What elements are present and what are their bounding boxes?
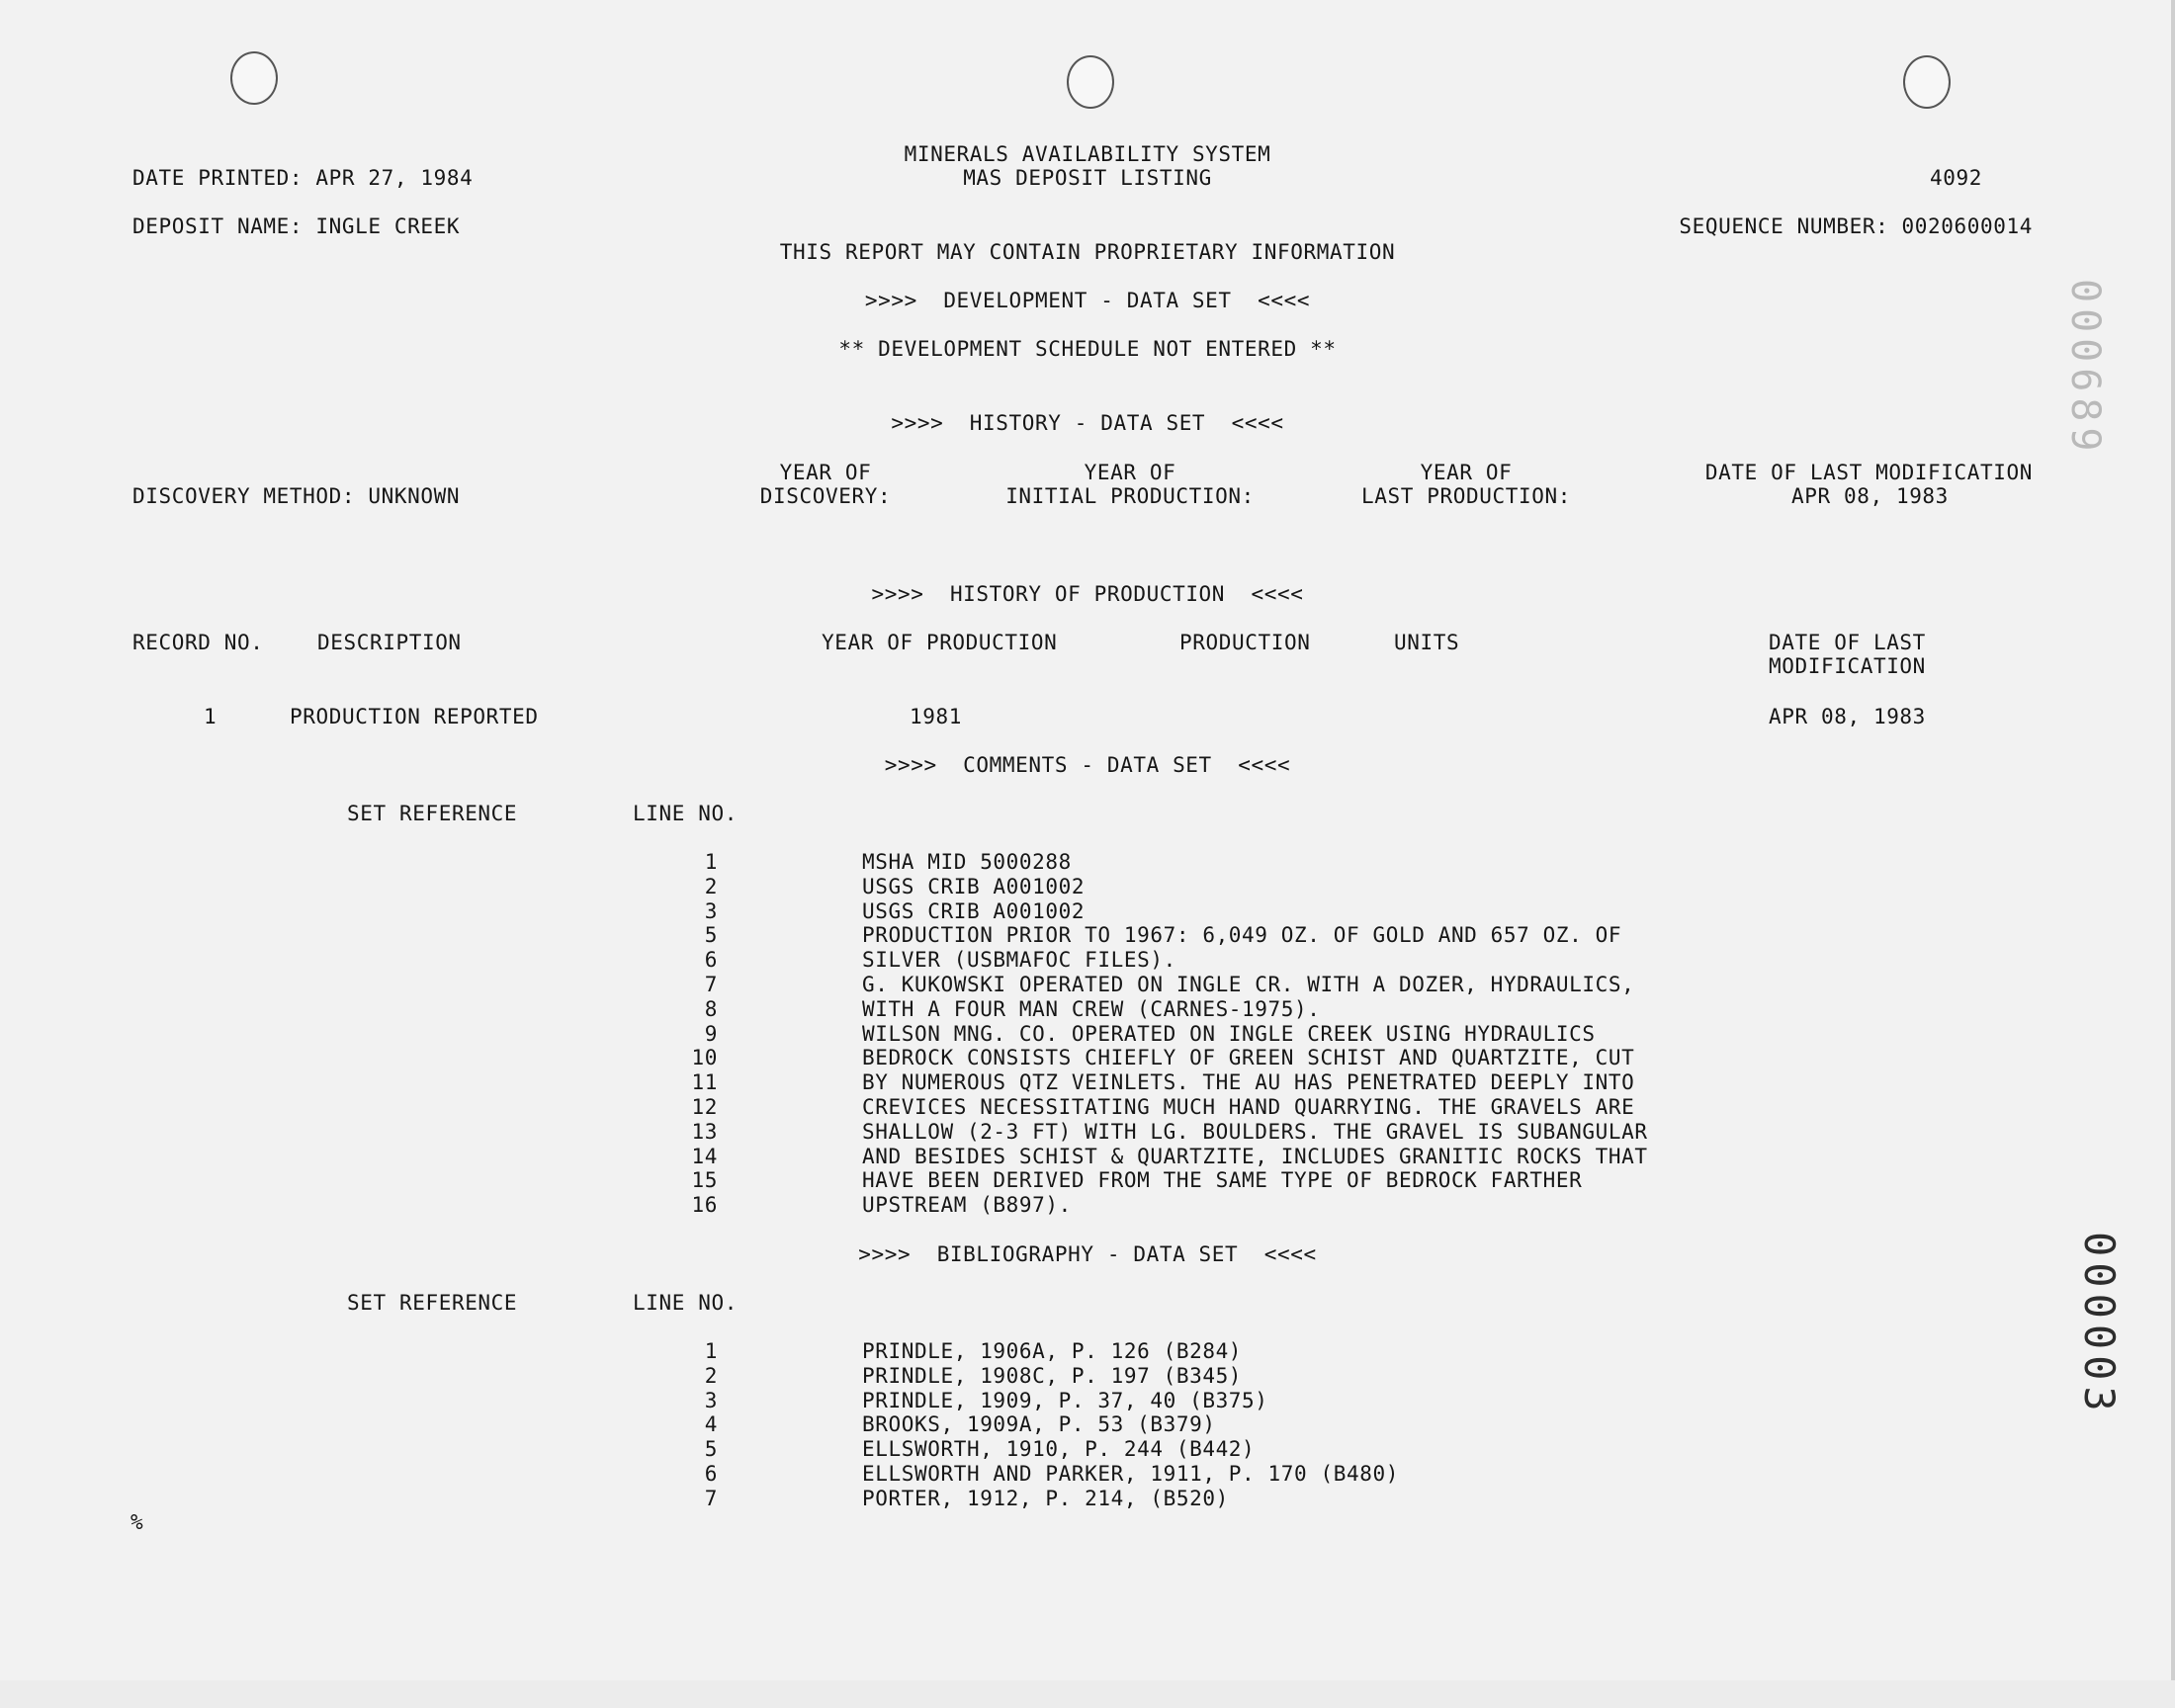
line-number: 15 xyxy=(691,1168,718,1193)
year-initial-production-label: YEAR OF INITIAL PRODUCTION: xyxy=(1005,461,1255,508)
line-number: 3 xyxy=(704,898,718,923)
line-number: 2 xyxy=(704,874,718,898)
development-heading: >>>> DEVELOPMENT - DATA SET <<<< xyxy=(864,289,1311,312)
line-text: WITH A FOUR MAN CREW (CARNES-1975). xyxy=(862,996,1321,1021)
side-stamp-number: 000003 xyxy=(2075,1232,2124,1417)
line-text: G. KUKOWSKI OPERATED ON INGLE CR. WITH A DOZER, HYDRAULICS, xyxy=(862,973,1635,996)
faint-stamp-number: 000689 xyxy=(2062,279,2108,458)
line-number: 6 xyxy=(704,948,718,973)
col-description: DESCRIPTION xyxy=(317,631,462,654)
line-text: PRINDLE, 1908C, P. 197 (B345) xyxy=(862,1363,1243,1388)
line-number: 7 xyxy=(704,973,718,996)
line-text: ELLSWORTH, 1910, P. 244 (B442) xyxy=(862,1437,1256,1462)
report-title: MINERALS AVAILABILITY SYSTEM xyxy=(904,142,1271,166)
line-text: SHALLOW (2-3 FT) WITH LG. BOULDERS. THE GRAVEL IS SUBANGULAR xyxy=(862,1119,1648,1144)
year-last-production-label: YEAR OF LAST PRODUCTION: xyxy=(1361,461,1571,508)
line-text: USGS CRIB A001002 xyxy=(862,898,1086,923)
proprietary-notice: THIS REPORT MAY CONTAIN PROPRIETARY INFORMATION xyxy=(779,240,1396,264)
line-text: ELLSWORTH AND PARKER, 1911, P. 170 (B480) xyxy=(862,1462,1399,1486)
line-text: MSHA MID 5000288 xyxy=(862,850,1072,874)
line-number: 10 xyxy=(691,1046,718,1070)
line-number: 3 xyxy=(704,1388,718,1412)
punch-hole-left xyxy=(230,51,278,105)
line-text: USGS CRIB A001002 xyxy=(862,874,1086,898)
punch-hole-right xyxy=(1903,55,1951,109)
line-number: 1 xyxy=(704,1339,718,1363)
line-number: 2 xyxy=(704,1363,718,1388)
production-last-modified: APR 08, 1983 xyxy=(1769,705,1926,728)
line-text: BROOKS, 1909A, P. 53 (B379) xyxy=(862,1412,1216,1437)
line-text: WILSON MNG. CO. OPERATED ON INGLE CREEK USING HYDRAULICS xyxy=(862,1021,1596,1046)
col-record-no: RECORD NO. xyxy=(132,631,264,654)
line-text: AND BESIDES SCHIST & QUARTZITE, INCLUDES GRANITIC ROCKS THAT xyxy=(862,1144,1648,1168)
line-text: BY NUMEROUS QTZ VEINLETS. THE AU HAS PENETRATED DEEPLY INTO xyxy=(862,1070,1635,1095)
col-date-last-modification: DATE OF LAST MODIFICATION xyxy=(1769,631,1926,678)
comments-col-set-reference: SET REFERENCE xyxy=(347,802,518,825)
line-text: PRODUCTION PRIOR TO 1967: 6,049 OZ. OF GOLD AND 657 OZ. OF xyxy=(862,923,1622,948)
line-text: UPSTREAM (B897). xyxy=(862,1193,1072,1218)
production-description: PRODUCTION REPORTED xyxy=(290,705,539,728)
col-year-of-production: YEAR OF PRODUCTION xyxy=(822,631,1058,654)
line-number: 11 xyxy=(691,1070,718,1095)
col-production: PRODUCTION xyxy=(1179,631,1311,654)
page-code: 4092 xyxy=(1930,166,1982,190)
last-modification-value: APR 08, 1983 xyxy=(1791,484,1949,508)
line-number: 7 xyxy=(704,1486,718,1510)
record-number: 1 xyxy=(204,705,218,728)
comments-col-line-no: LINE NO. xyxy=(633,802,738,825)
history-heading: >>>> HISTORY - DATA SET <<<< xyxy=(891,411,1284,435)
line-number: 5 xyxy=(704,1437,718,1462)
last-modification-label: DATE OF LAST MODIFICATION xyxy=(1704,461,2033,484)
line-text: CREVICES NECESSITATING MUCH HAND QUARRYING. THE GRAVELS ARE xyxy=(862,1095,1635,1119)
line-number: 9 xyxy=(704,1021,718,1046)
punch-hole-center xyxy=(1067,55,1114,109)
comments-heading: >>>> COMMENTS - DATA SET <<<< xyxy=(884,753,1291,777)
year-of-discovery-label: YEAR OF DISCOVERY: xyxy=(759,461,892,508)
deposit-name: DEPOSIT NAME: INGLE CREEK xyxy=(132,214,461,238)
page-edge xyxy=(2171,0,2175,1680)
bibliography-col-line-no: LINE NO. xyxy=(633,1291,738,1315)
report-subtitle: MAS DEPOSIT LISTING xyxy=(963,166,1212,190)
footer-mark: % xyxy=(130,1510,144,1534)
col-units: UNITS xyxy=(1394,631,1460,654)
line-number: 12 xyxy=(691,1095,718,1119)
line-number: 4 xyxy=(704,1412,718,1437)
line-text: PRINDLE, 1909, P. 37, 40 (B375) xyxy=(862,1388,1268,1412)
line-text: HAVE BEEN DERIVED FROM THE SAME TYPE OF BEDROCK FARTHER xyxy=(862,1168,1583,1193)
production-heading: >>>> HISTORY OF PRODUCTION <<<< xyxy=(871,582,1304,606)
line-number: 14 xyxy=(691,1144,718,1168)
line-number: 6 xyxy=(704,1462,718,1486)
line-text: SILVER (USBMAFOC FILES). xyxy=(862,948,1176,973)
sequence-number: SEQUENCE NUMBER: 0020600014 xyxy=(1679,214,2033,238)
line-text: PORTER, 1912, P. 214, (B520) xyxy=(862,1486,1229,1510)
date-printed: DATE PRINTED: APR 27, 1984 xyxy=(132,166,474,190)
line-text: PRINDLE, 1906A, P. 126 (B284) xyxy=(862,1339,1243,1363)
line-number: 16 xyxy=(691,1193,718,1218)
line-number: 1 xyxy=(704,850,718,874)
line-number: 13 xyxy=(691,1119,718,1144)
line-number: 8 xyxy=(704,996,718,1021)
production-year: 1981 xyxy=(910,705,962,728)
line-text: BEDROCK CONSISTS CHIEFLY OF GREEN SCHIST AND QUARTZITE, CUT xyxy=(862,1046,1635,1070)
development-note: ** DEVELOPMENT SCHEDULE NOT ENTERED ** xyxy=(838,337,1337,361)
bibliography-heading: >>>> BIBLIOGRAPHY - DATA SET <<<< xyxy=(858,1242,1317,1266)
discovery-method: DISCOVERY METHOD: UNKNOWN xyxy=(132,484,461,508)
line-number: 5 xyxy=(704,923,718,948)
bibliography-col-set-reference: SET REFERENCE xyxy=(347,1291,518,1315)
